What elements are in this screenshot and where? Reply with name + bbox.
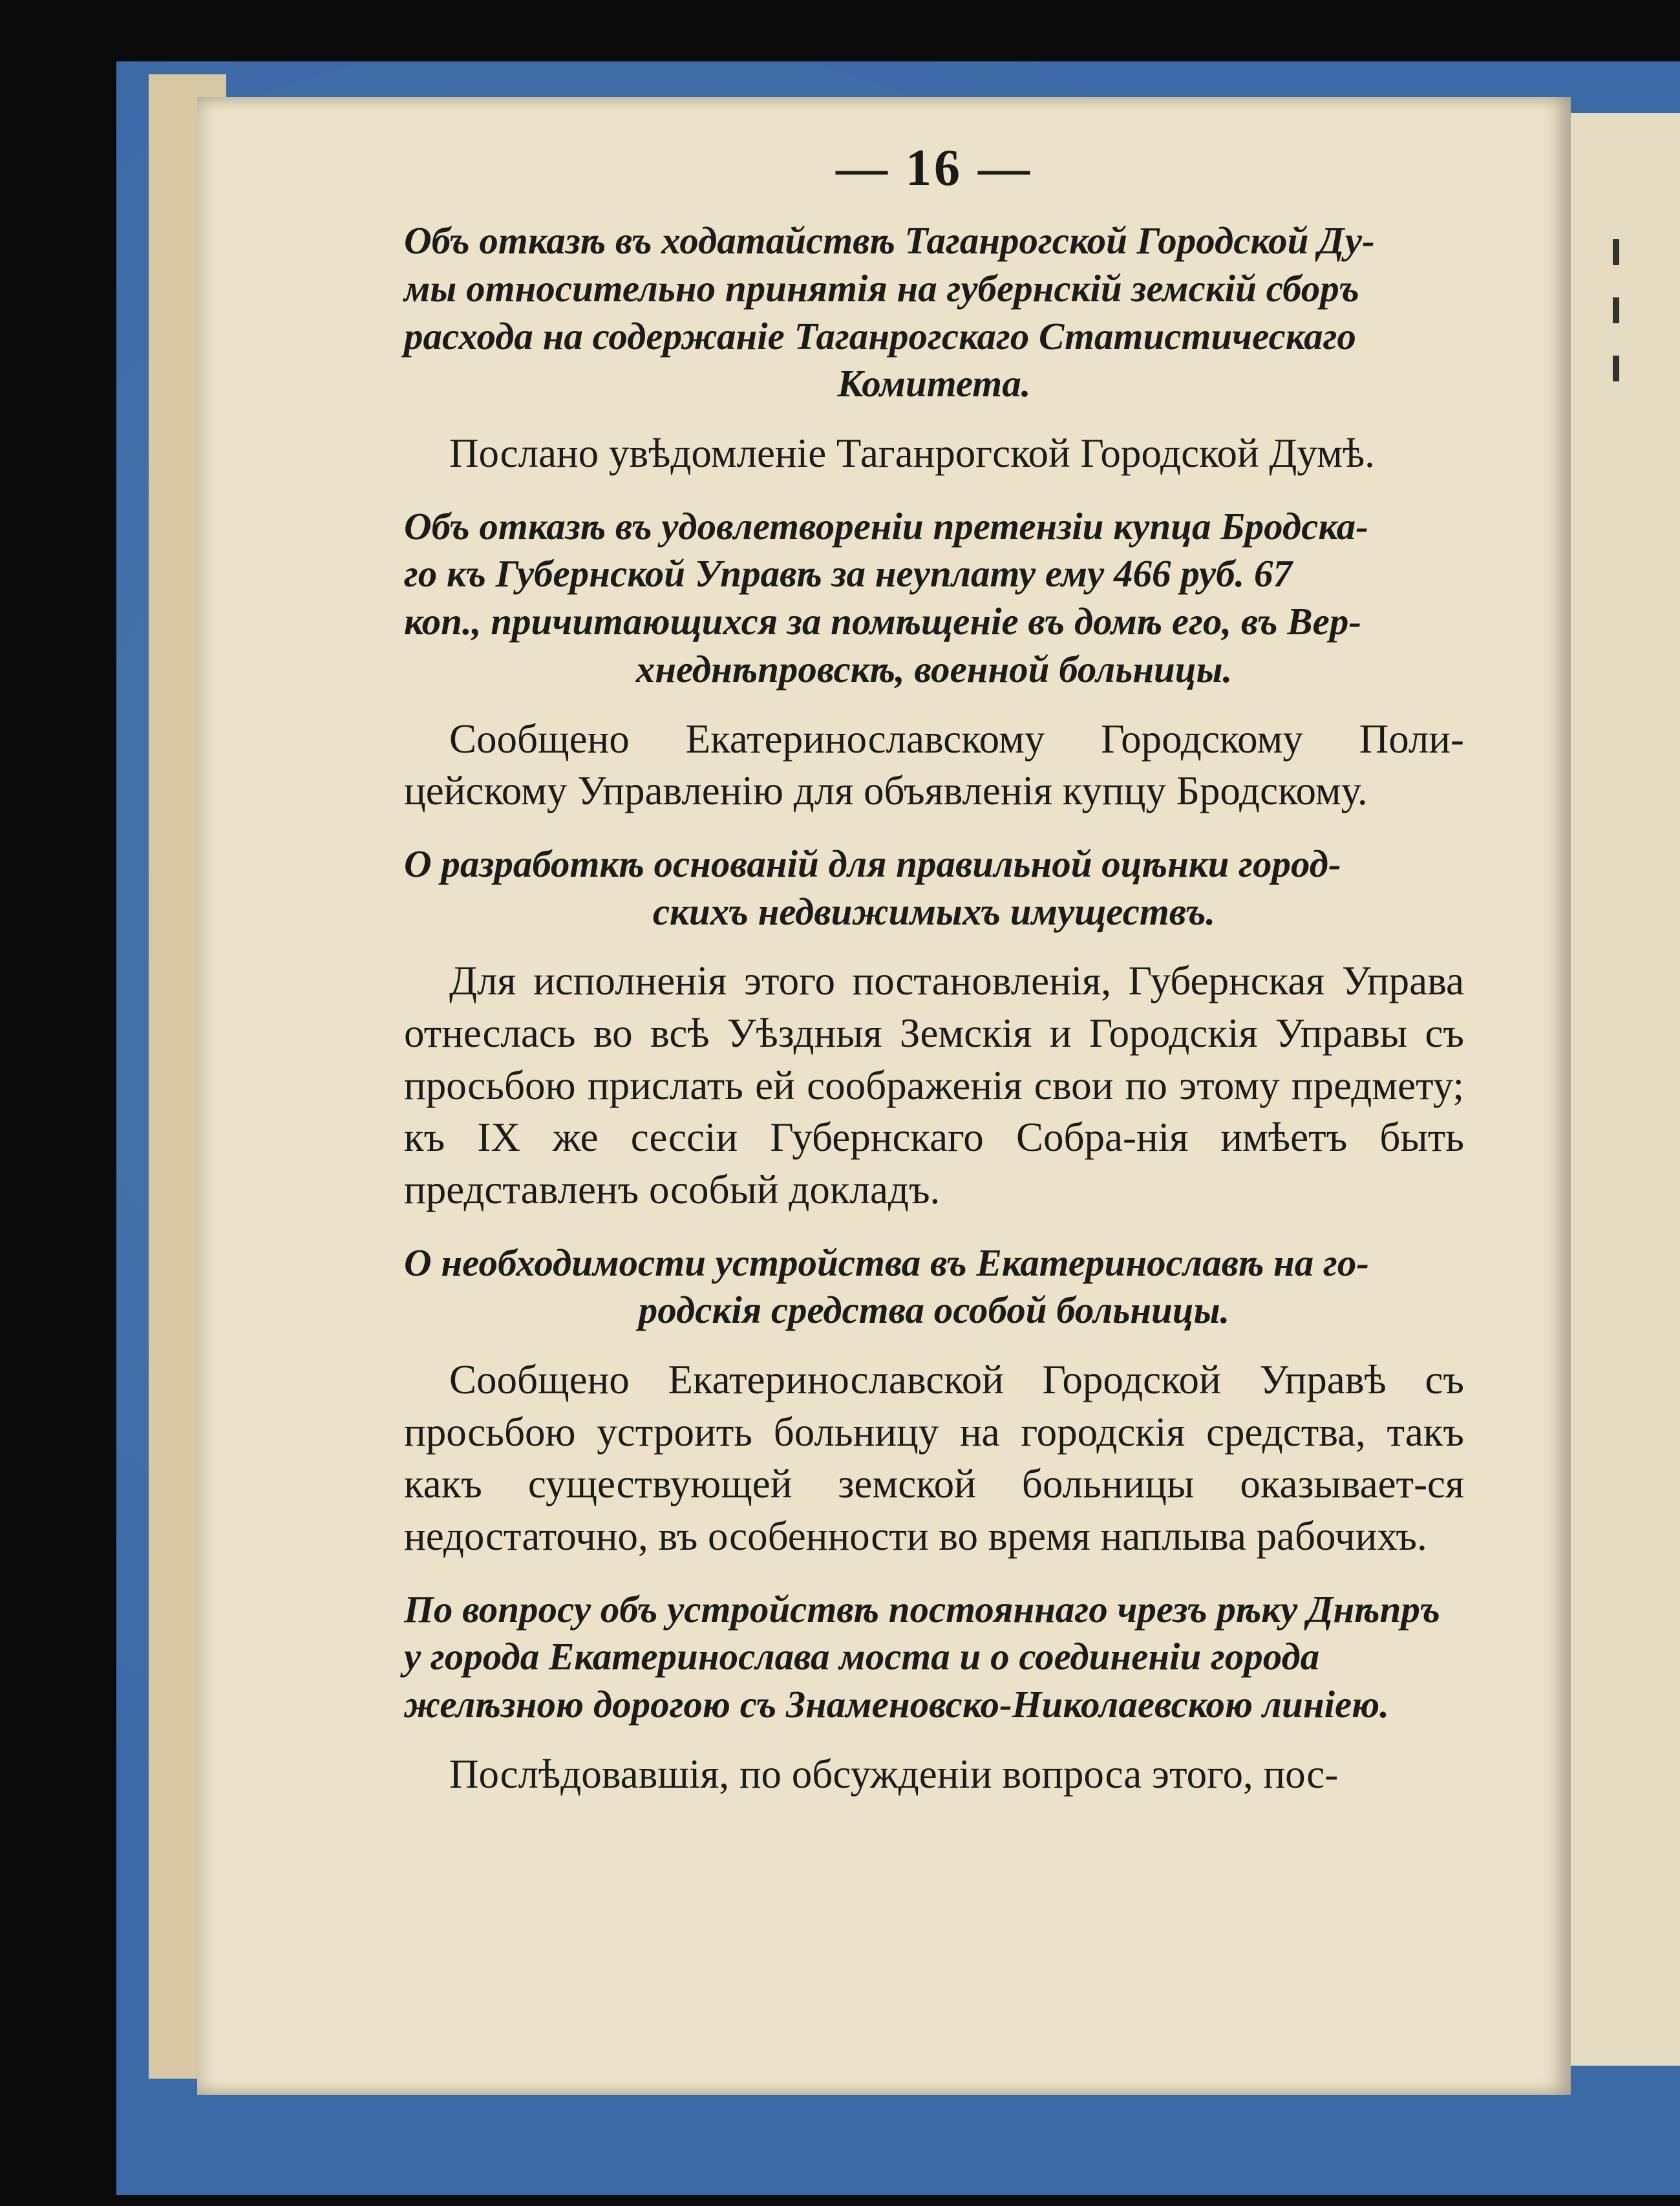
heading-line: у города Екатеринослава моста и о соединеніи города [404, 1635, 1320, 1678]
heading-line: По вопросу объ устройствѣ постояннаго чрезъ рѣку Днѣпръ [404, 1587, 1440, 1631]
section-body: Послано увѣдомленіе Таганрогской Городской Думѣ. [449, 431, 1375, 476]
section-body: Для исполненія этого постановленія, Губернская Управа отнеслась во всѣ Уѣздныя Земскія и Городскія Управы съ просьбою прислать ей соображенія свои по этому предмету; къ IX же сессіи Губернскаго Собра-нія имѣетъ быть представленъ особый докладъ. [404, 958, 1464, 1212]
heading-line: скихъ недвижимыхъ имуществъ. [652, 890, 1216, 933]
section-heading [404, 1586, 1464, 1729]
heading-line: желѣзною дорогою съ Знаменовско-Николаевскою линіею. [404, 1683, 1390, 1726]
heading-line: го къ Губернской Управѣ за неуплату ему 466 руб. 67 [404, 552, 1293, 595]
heading-line: Объ отказѣ въ удовлетвореніи претензіи купца Бродска- [404, 504, 1368, 548]
heading-line: О необходимости устройства въ Екатеринославѣ на го- [404, 1241, 1369, 1284]
section-heading [404, 503, 1464, 694]
heading-line: расхода на содержаніе Таганрогскаго Статистическаго [404, 314, 1356, 358]
heading-line: О разработкѣ основаній для правильной оцѣнки город- [404, 842, 1341, 885]
section-body: Сообщено Екатеринославскому Городскому Поли-цейскому Управленію для объявленія купцу Бродскому. [404, 716, 1464, 814]
page-text [404, 139, 1464, 1823]
heading-line: родскія средства особой больницы. [638, 1289, 1230, 1332]
section-heading [404, 1239, 1464, 1335]
section-body: Сообщено Екатеринославской Городской Управѣ съ просьбою устроить больницу на городскія средства, такъ какъ существующей земской больницы оказывает-ся недостаточно, въ особенности во время наплыва рабочихъ. [404, 1357, 1464, 1559]
heading-line: мы относительно принятія на губернскій земскій сборъ [404, 266, 1359, 310]
heading-line: коп., причитающихся за помѣщеніе въ домѣ его, въ Вер- [404, 600, 1361, 643]
heading-line: хнеднѣпровскѣ, военной больницы. [635, 647, 1233, 691]
adjacent-page-marks [1613, 239, 1626, 420]
section-heading [404, 841, 1464, 936]
heading-line: Объ отказѣ въ ходатайствѣ Таганрогской Городской Ду- [404, 219, 1375, 262]
heading-line: Комитета. [837, 362, 1031, 405]
page-number: — 16 — [836, 140, 1032, 197]
section-body: Послѣдовавшія, по обсужденіи вопроса этого, пос- [449, 1751, 1339, 1797]
section-heading [404, 217, 1464, 408]
